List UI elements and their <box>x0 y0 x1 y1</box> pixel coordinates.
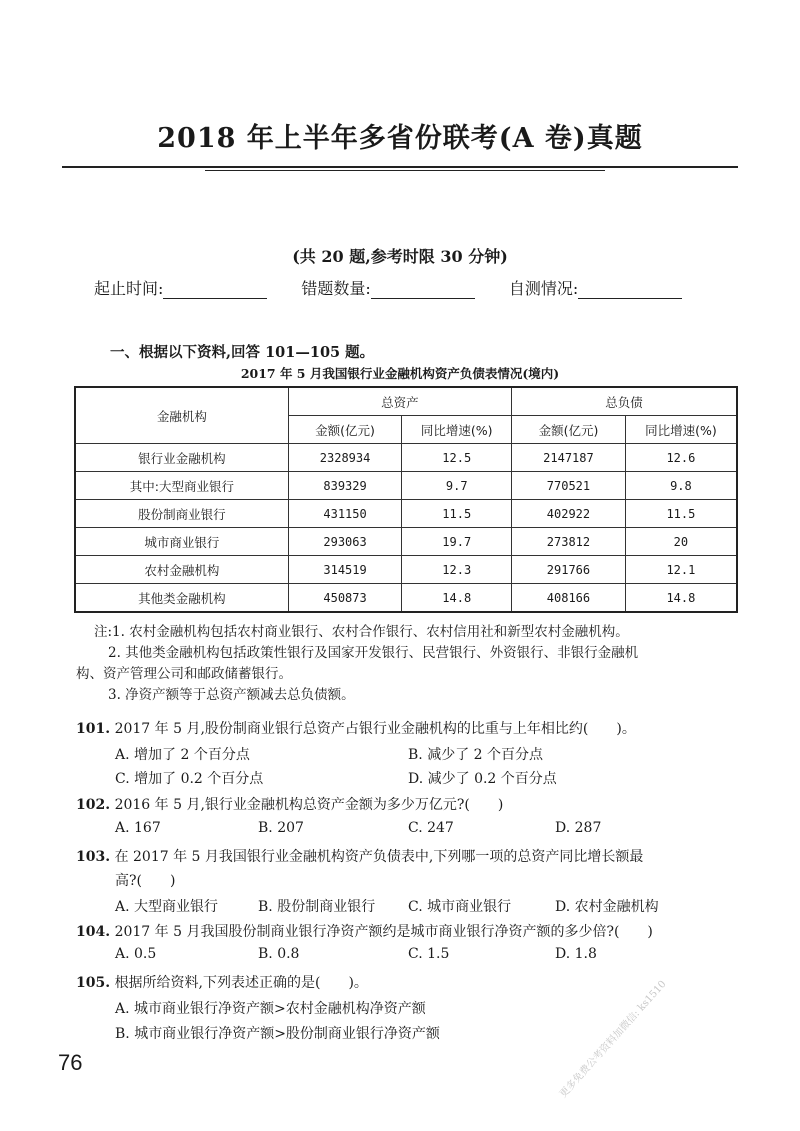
question-103 <box>76 846 643 866</box>
table-cell-institution: 城市商业银行 <box>75 528 288 556</box>
table-subheader: 金额(亿元) <box>512 416 626 444</box>
option[interactable]: C. 247 <box>408 820 454 836</box>
table-cell: 12.5 <box>402 444 512 472</box>
note-line: 3. 净资产额等于总资产额减去总负债额。 <box>108 687 355 703</box>
table-cell: 2147187 <box>512 444 626 472</box>
table-row <box>75 556 737 584</box>
record-fields <box>94 276 682 299</box>
question-text-continued: 高?( ) <box>115 873 176 889</box>
table-cell: 11.5 <box>625 500 737 528</box>
table-cell-institution: 银行业金融机构 <box>75 444 288 472</box>
question-number: 103. <box>76 849 111 865</box>
title-rule-accent <box>205 170 605 171</box>
table-row <box>75 472 737 500</box>
question-number: 101. <box>76 721 111 737</box>
table-cell: 273812 <box>512 528 626 556</box>
question-number: 105. <box>76 975 111 991</box>
table-row <box>75 584 737 613</box>
table-cell: 839329 <box>288 472 402 500</box>
option[interactable]: B. 股份制商业银行 <box>258 899 376 915</box>
table-header-row <box>75 387 737 416</box>
table-row <box>75 500 737 528</box>
option[interactable]: D. 287 <box>555 820 602 836</box>
table-row <box>75 528 737 556</box>
table-cell-institution: 其他类金融机构 <box>75 584 288 613</box>
question-105 <box>76 972 368 992</box>
page-number: 76 <box>58 1050 83 1075</box>
option[interactable]: A. 167 <box>115 820 161 836</box>
question-text: 2017 年 5 月我国股份制商业银行净资产额约是城市商业银行净资产额的多少倍?( ) <box>114 924 653 940</box>
option[interactable]: A. 大型商业银行 <box>115 899 219 915</box>
record-field-label: 起止时间: <box>94 279 164 298</box>
note-line: 2. 其他类金融机构包括政策性银行及国家开发银行、民营银行、外资银行、非银行金融机 <box>108 645 639 661</box>
option[interactable]: A. 0.5 <box>115 946 157 962</box>
option[interactable]: C. 增加了 0.2 个百分点 <box>115 771 264 787</box>
option[interactable]: C. 1.5 <box>408 946 450 962</box>
table-cell: 402922 <box>512 500 626 528</box>
table-cell: 9.7 <box>402 472 512 500</box>
table-row <box>75 444 737 472</box>
table-header-institution: 金融机构 <box>75 387 288 444</box>
table-cell: 2328934 <box>288 444 402 472</box>
table-cell: 19.7 <box>402 528 512 556</box>
table-cell: 291766 <box>512 556 626 584</box>
page-title: 2018 年上半年多省份联考(A 卷)真题 <box>157 123 643 154</box>
question-text: 在 2017 年 5 月我国银行业金融机构资产负债表中,下列哪一项的总资产同比增长额最 <box>114 849 644 865</box>
question-101 <box>76 718 636 738</box>
option[interactable]: C. 城市商业银行 <box>408 899 512 915</box>
option[interactable]: B. 0.8 <box>258 946 300 962</box>
section-heading: 一、根据以下资料,回答 101—105 题。 <box>110 344 375 361</box>
option[interactable]: B. 城市商业银行净资产额>股份制商业银行净资产额 <box>115 1026 440 1042</box>
record-field-label: 错题数量: <box>301 279 371 298</box>
table-cell: 9.8 <box>625 472 737 500</box>
table-cell: 14.8 <box>402 584 512 613</box>
table-cell-institution: 农村金融机构 <box>75 556 288 584</box>
table-subheader: 同比增速(%) <box>402 416 512 444</box>
subtitle: (共 20 题,参考时限 30 分钟) <box>292 247 508 266</box>
option[interactable]: B. 207 <box>258 820 304 836</box>
table-cell-institution: 其中:大型商业银行 <box>75 472 288 500</box>
note-line: 注:1. 农村金融机构包括农村商业银行、农村合作银行、农村信用社和新型农村金融机构。 <box>94 624 629 640</box>
question-number: 102. <box>76 797 111 813</box>
table-header-total-assets: 总资产 <box>288 387 511 416</box>
record-field-blank[interactable] <box>163 284 267 299</box>
table-cell: 293063 <box>288 528 402 556</box>
option[interactable]: D. 农村金融机构 <box>555 899 659 915</box>
option[interactable]: A. 城市商业银行净资产额>农村金融机构净资产额 <box>115 1001 426 1017</box>
question-number: 104. <box>76 924 111 940</box>
note-line: 构、资产管理公司和邮政储蓄银行。 <box>76 666 292 682</box>
option[interactable]: A. 增加了 2 个百分点 <box>115 747 250 763</box>
table-cell: 14.8 <box>625 584 737 613</box>
record-field-blank[interactable] <box>578 284 682 299</box>
question-text: 2016 年 5 月,银行业金融机构总资产金额为多少万亿元?( ) <box>114 797 504 813</box>
table-cell: 408166 <box>512 584 626 613</box>
data-table <box>74 386 738 613</box>
record-field-label: 自测情况: <box>508 279 579 298</box>
table-cell: 12.3 <box>402 556 512 584</box>
table-cell: 450873 <box>288 584 402 613</box>
table-caption: 2017 年 5 月我国银行业金融机构资产负债表情况(境内) <box>240 366 560 381</box>
table-cell: 20 <box>625 528 737 556</box>
table-subheader: 金额(亿元) <box>288 416 402 444</box>
table-cell: 12.1 <box>625 556 737 584</box>
option[interactable]: D. 1.8 <box>555 946 597 962</box>
option[interactable]: B. 减少了 2 个百分点 <box>408 747 543 763</box>
table-cell: 431150 <box>288 500 402 528</box>
record-field-blank[interactable] <box>371 284 475 299</box>
question-text: 根据所给资料,下列表述正确的是( )。 <box>114 975 368 991</box>
table-cell: 11.5 <box>402 500 512 528</box>
table-header-total-liabilities: 总负债 <box>512 387 737 416</box>
question-104 <box>76 921 653 941</box>
table-cell: 12.6 <box>625 444 737 472</box>
table-cell: 770521 <box>512 472 626 500</box>
table-cell-institution: 股份制商业银行 <box>75 500 288 528</box>
question-102 <box>76 794 503 814</box>
title-rule-top <box>62 166 738 168</box>
question-text: 2017 年 5 月,股份制商业银行总资产占银行业金融机构的比重与上年相比约( )。 <box>114 721 636 737</box>
option[interactable]: D. 减少了 0.2 个百分点 <box>408 771 557 787</box>
watermark: 更多免费公考资料加微信: ks1510 <box>557 978 669 1101</box>
table-subheader: 同比增速(%) <box>625 416 737 444</box>
table-cell: 314519 <box>288 556 402 584</box>
